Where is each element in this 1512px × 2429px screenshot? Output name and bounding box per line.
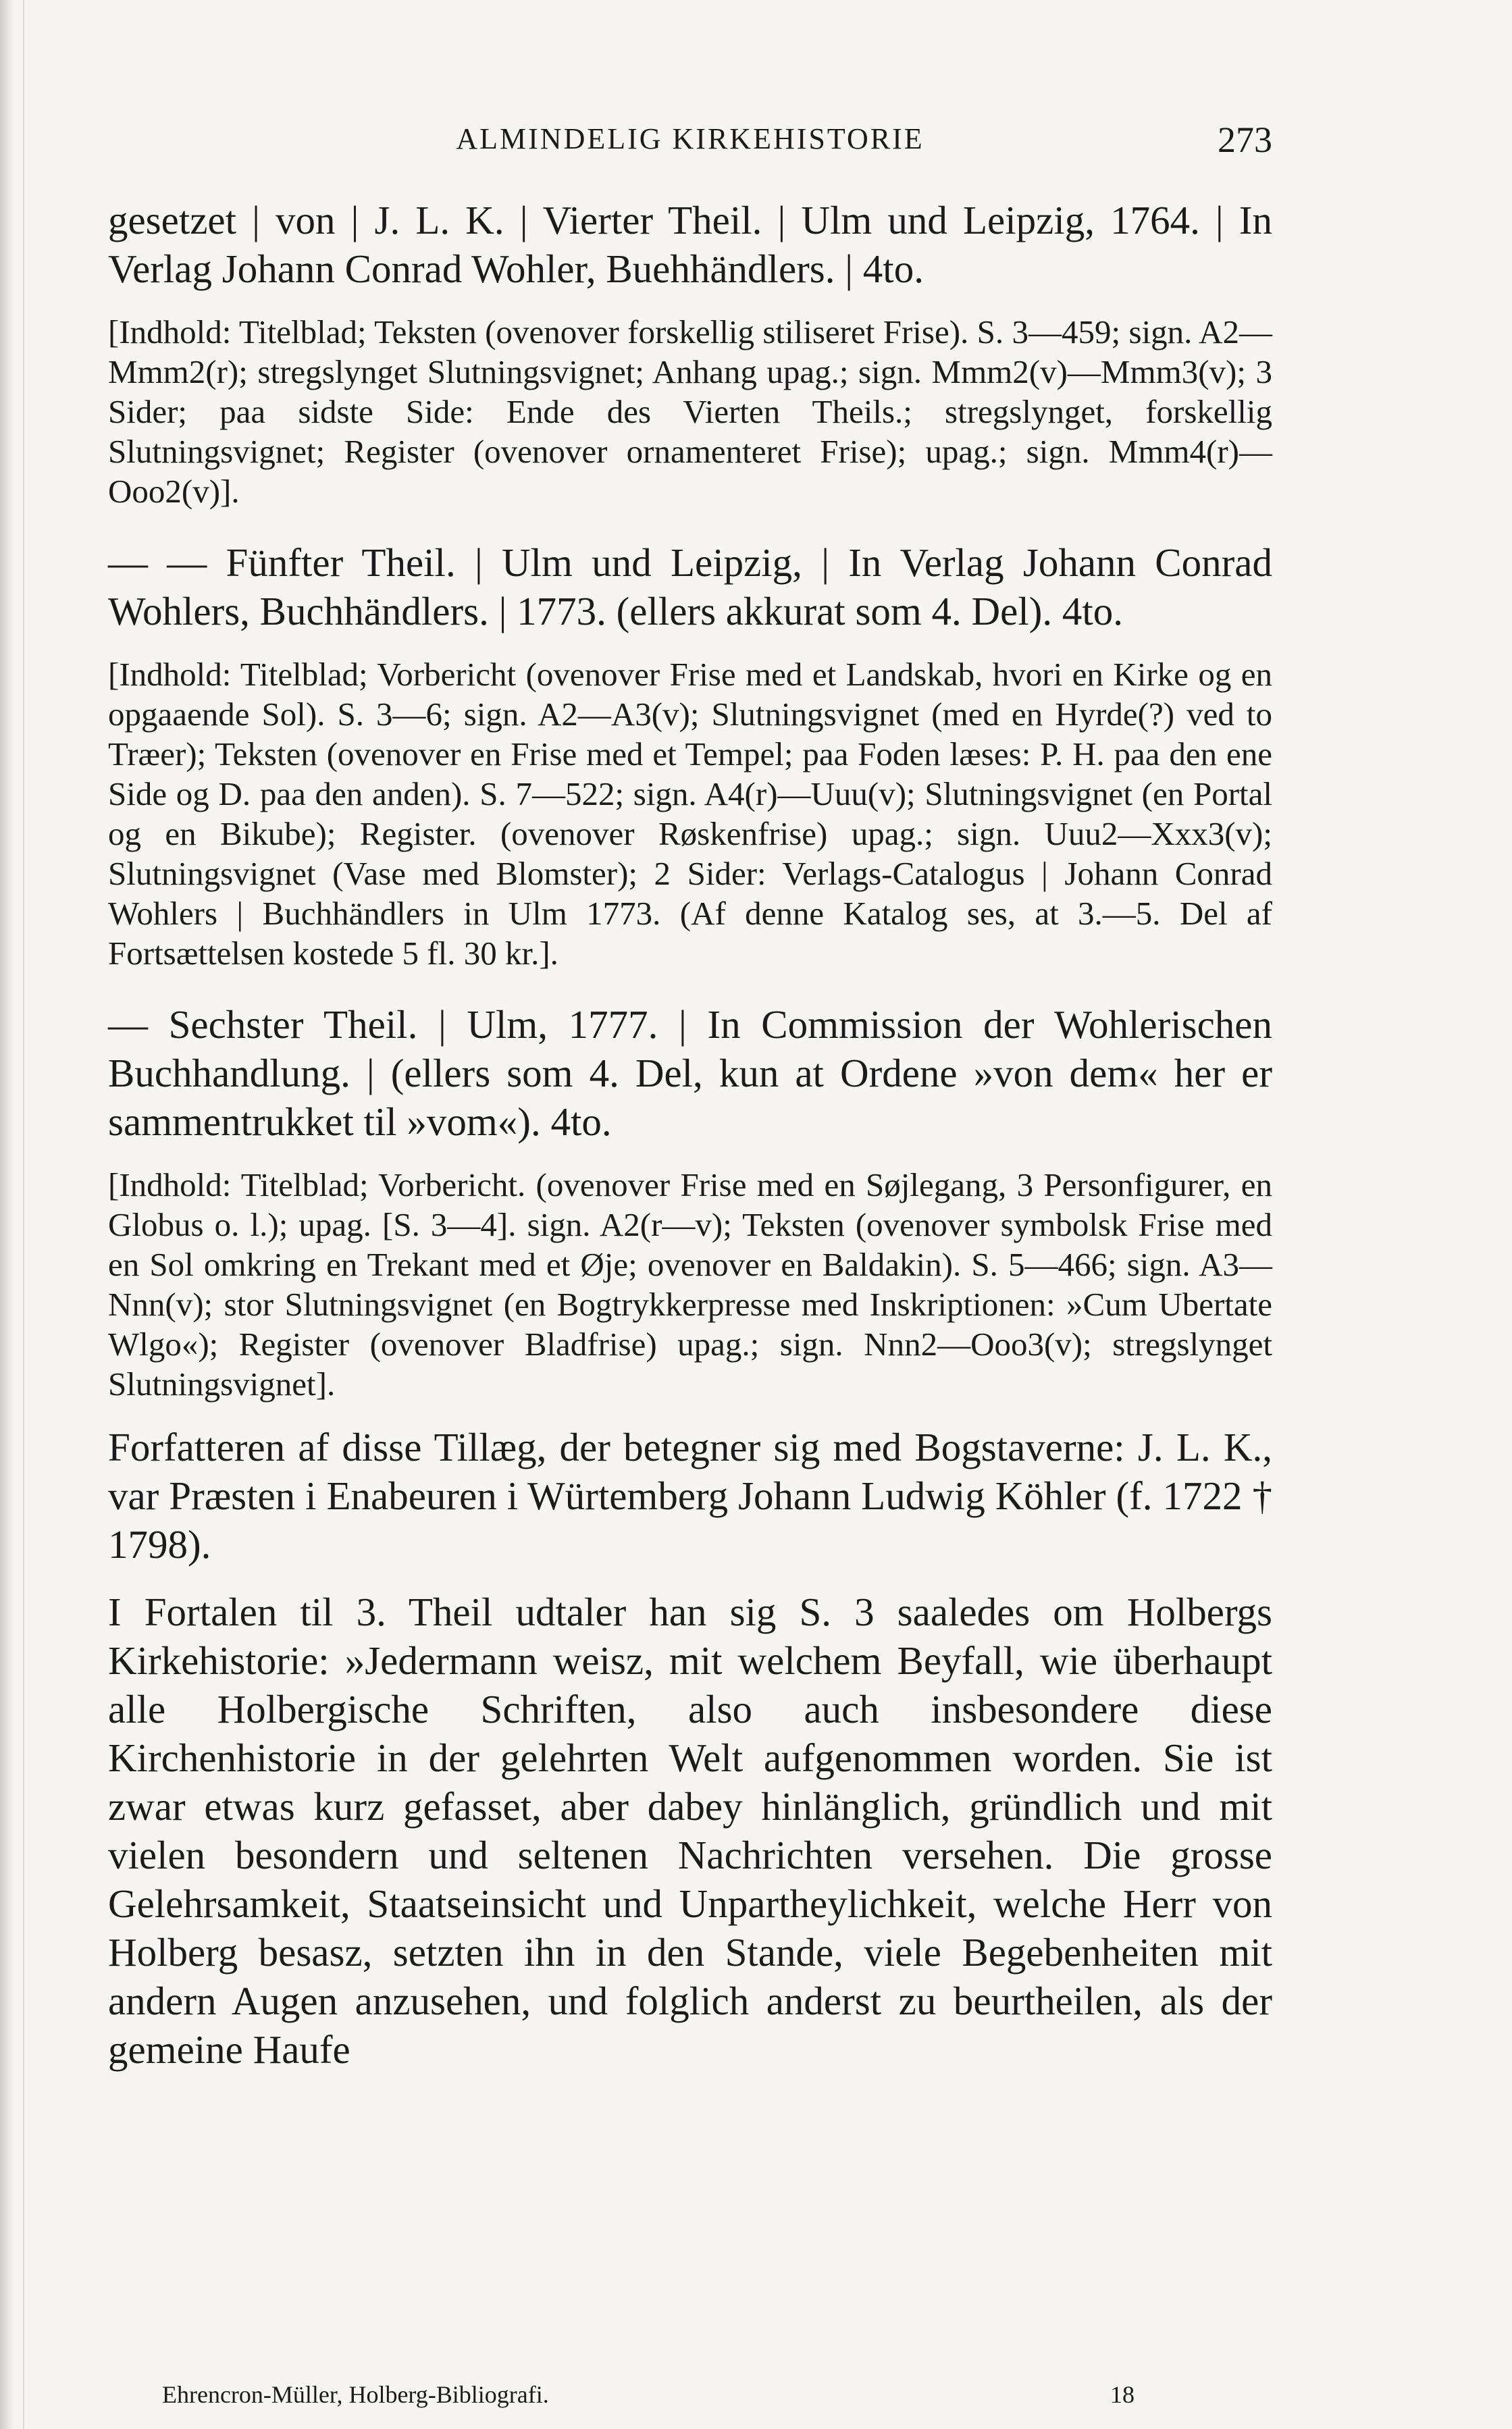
page-number: 273	[1218, 120, 1272, 160]
paragraph-title-sechster-theil: — Sechster Theil. | Ulm, 1777. | In Commission der Wohlerischen Buchhandlung. | (ellers som 4. Del, kun at Ordene »von dem« her er sammentrukket til »vom«). 4to.	[108, 1002, 1272, 1144]
running-title: ALMINDELIG KIRKEHISTORIE	[456, 122, 924, 155]
running-head	[108, 113, 1272, 161]
paragraph-forfatteren: Forfatteren af disse Tillæg, der betegner sig med Bogstaverne: J. L. K., var Præsten i Enabeuren i Würtemberg Johann Ludwig Köhler (f. 1722 † 1798).	[108, 1425, 1272, 1567]
footer-source: Ehrencron-Müller, Holberg-Bibliografi.	[162, 2381, 549, 2408]
body-text	[108, 196, 1272, 2074]
page-binding-edge	[0, 0, 15, 2429]
paragraph-title-vierter-theil: gesetzet | von | J. L. K. | Vierter Theil. | Ulm und Leipzig, 1764. | In Verlag Johann Conrad Wohler, Buehhändlers. | 4to.	[108, 198, 1272, 291]
footer-signature: 18	[1110, 2381, 1135, 2408]
page-footer	[162, 2380, 1135, 2414]
paragraph-fortalen: I Fortalen til 3. Theil udtaler han sig S. 3 saaledes om Holbergs Kirkehistorie: »Jedermann weisz, mit welchem Beyfall, wie überhaupt alle Holbergische Schriften, also auch insbesondere diese Kirchenhistorie in der gelehrten Welt aufgenommen worden. Sie ist zwar etwas kurz gefasset, aber dabey hinlänglich, gründlich und mit vielen besondern und seltenen Nachrichten versehen. Die grosse Gelehrsamkeit, Staatseinsicht und Unpartheylichkeit, welche Herr von Holberg besasz, setzten ihn in den Stande, viele Begebenheiten mit andern Augen anzusehen, und folglich anderst zu beurtheilen, als der gemeine Haufe	[108, 1590, 1272, 2072]
paragraph-title-fuenfter-theil: — — Fünfter Theil. | Ulm und Leipzig, | In Verlag Johann Conrad Wohlers, Buchhändlers. | 1773. (ellers akkurat som 4. Del). 4to.	[108, 540, 1272, 633]
gutter-line	[23, 0, 24, 2429]
paragraph-indhold-sechster: [Indhold: Titelblad; Vorbericht. (ovenover Frise med en Søjlegang, 3 Personfigurer, en Globus o. l.); upag. [S. 3—4]. sign. A2(r—v); Teksten (ovenover symbolsk Frise med en Sol omkring en Trekant med et Øje; ovenover en Baldakin). S. 5—466; sign. A3—Nnn(v); stor Slutningsvignet (en Bogtrykkerpresse med Inskriptionen: »Cum Ubertate Wlgo«); Register (ovenover Bladfrise) upag.; sign. Nnn2—Ooo3(v); stregslynget Slutningsvignet].	[108, 1166, 1272, 1403]
paragraph-indhold-vierter: [Indhold: Titelblad; Teksten (ovenover forskellig stiliseret Frise). S. 3—459; sign. A2—Mmm2(r); stregslynget Slutningsvignet; Anhang upag.; sign. Mmm2(v)—Mmm3(v); 3 Sider; paa sidste Side: Ende des Vierten Theils.; stregslynget, forskellig Slutningsvignet; Register (ovenover ornamenteret Frise); upag.; sign. Mmm4(r)—Ooo2(v)].	[108, 313, 1272, 510]
paragraph-indhold-fuenfter: [Indhold: Titelblad; Vorbericht (ovenover Frise med et Landskab, hvori en Kirke og en opgaaende Sol). S. 3—6; sign. A2—A3(v); Slutningsvignet (med en Hyrde(?) ved to Træer); Teksten (ovenover en Frise med et Tempel; paa Foden læses: P. H. paa den ene Side og D. paa den anden). S. 7—522; sign. A4(r)—Uuu(v); Slutningsvignet (en Portal og en Bikube); Register. (ovenover Røskenfrise) upag.; sign. Uuu2—Xxx3(v); Slutningsvignet (Vase med Blomster); 2 Sider: Verlags-Catalogus | Johann Conrad Wohlers | Buchhändlers in Ulm 1773. (Af denne Katalog ses, at 3.—5. Del af Fortsættelsen kostede 5 fl. 30 kr.].	[108, 656, 1272, 972]
